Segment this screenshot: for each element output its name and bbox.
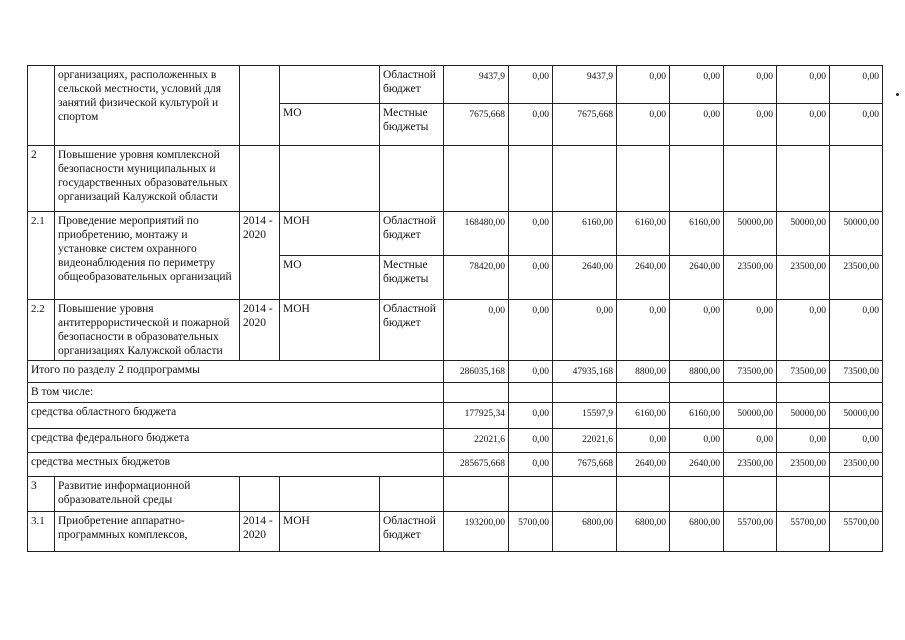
funding-source-cell: Областной бюджет	[380, 212, 444, 256]
amount-cell: 2640,00	[670, 453, 724, 477]
executor-cell: МО	[280, 256, 380, 300]
section-number-cell: 3	[28, 477, 55, 512]
executor-cell	[280, 66, 380, 104]
scan-dot	[896, 93, 899, 96]
empty-cell	[444, 383, 509, 403]
amount-cell: 0,00	[509, 300, 553, 361]
amount-cell: 0,00	[617, 429, 670, 453]
amount-cell: 6160,00	[553, 212, 617, 256]
amount-cell: 0,00	[670, 66, 724, 104]
total-row	[28, 361, 883, 383]
amount-cell: 0,00	[670, 300, 724, 361]
period-cell	[240, 66, 280, 146]
amount-cell: 0,00	[670, 104, 724, 146]
period-cell: 2014 - 2020	[240, 300, 280, 361]
amount-cell: 22021,6	[553, 429, 617, 453]
amount-cell: 6800,00	[553, 512, 617, 552]
amount-cell: 8800,00	[617, 361, 670, 383]
amount-cell: 0,00	[509, 429, 553, 453]
amount-cell: 6800,00	[670, 512, 724, 552]
empty-cell	[280, 146, 380, 212]
executor-cell: МО	[280, 104, 380, 146]
table-body	[28, 66, 883, 552]
amount-cell: 193200,00	[444, 512, 509, 552]
amount-cell: 0,00	[509, 256, 553, 300]
amount-cell: 0,00	[830, 66, 883, 104]
empty-cell	[509, 383, 553, 403]
row-number-cell: 3.1	[28, 512, 55, 552]
amount-cell: 0,00	[509, 66, 553, 104]
empty-cell	[444, 477, 509, 512]
empty-cell	[830, 146, 883, 212]
amount-cell: 9437,9	[444, 66, 509, 104]
amount-cell: 168480,00	[444, 212, 509, 256]
section-row	[28, 146, 883, 212]
amount-cell: 6800,00	[617, 512, 670, 552]
empty-cell	[380, 477, 444, 512]
empty-cell	[280, 477, 380, 512]
funding-source-cell: Областной бюджет	[380, 66, 444, 104]
empty-cell	[617, 383, 670, 403]
amount-cell: 50000,00	[777, 212, 830, 256]
empty-cell	[444, 146, 509, 212]
amount-cell: 286035,168	[444, 361, 509, 383]
total-label-cell: Итого по разделу 2 подпрограммы	[28, 361, 444, 383]
funding-source-cell: Местные бюджеты	[380, 104, 444, 146]
total-row	[28, 429, 883, 453]
empty-cell	[509, 146, 553, 212]
section-name-cell: Повышение уровня комплексной безопасности муниципальных и государственных образовательных организаций Калужской области	[55, 146, 240, 212]
total-row	[28, 453, 883, 477]
empty-cell	[670, 383, 724, 403]
amount-cell: 0,00	[830, 429, 883, 453]
amount-cell: 0,00	[617, 300, 670, 361]
amount-cell: 15597,9	[553, 403, 617, 429]
amount-cell: 0,00	[724, 300, 777, 361]
amount-cell: 0,00	[670, 429, 724, 453]
measure-row	[28, 300, 883, 361]
amount-cell: 0,00	[777, 300, 830, 361]
funding-source-cell: Областной бюджет	[380, 300, 444, 361]
amount-cell: 47935,168	[553, 361, 617, 383]
amount-cell: 55700,00	[777, 512, 830, 552]
total-label-cell: средства федерального бюджета	[28, 429, 444, 453]
executor-cell: МОН	[280, 512, 380, 552]
amount-cell: 23500,00	[724, 453, 777, 477]
amount-cell: 5700,00	[509, 512, 553, 552]
empty-cell	[553, 146, 617, 212]
total-label-cell: средства областного бюджета	[28, 403, 444, 429]
amount-cell: 0,00	[830, 300, 883, 361]
amount-cell: 55700,00	[830, 512, 883, 552]
amount-cell: 23500,00	[777, 256, 830, 300]
empty-cell	[617, 146, 670, 212]
amount-cell: 0,00	[724, 429, 777, 453]
measure-row	[28, 512, 883, 552]
empty-cell	[724, 477, 777, 512]
amount-cell: 7675,668	[444, 104, 509, 146]
amount-cell: 50000,00	[830, 403, 883, 429]
amount-cell: 50000,00	[724, 403, 777, 429]
amount-cell: 73500,00	[777, 361, 830, 383]
amount-cell: 0,00	[509, 361, 553, 383]
amount-cell: 0,00	[830, 104, 883, 146]
total-label-cell: средства местных бюджетов	[28, 453, 444, 477]
amount-cell: 22021,6	[444, 429, 509, 453]
measure-name-cell: Проведение мероприятий по приобретению, монтажу и установке систем охранного видеонаблюдения по периметру общеобразовательных организаций	[55, 212, 240, 300]
amount-cell: 0,00	[617, 104, 670, 146]
empty-cell	[617, 477, 670, 512]
measure-name-cell: Повышение уровня антитеррористической и пожарной безопасности в образовательных организациях Калужской области	[55, 300, 240, 361]
empty-cell	[240, 477, 280, 512]
amount-cell: 7675,668	[553, 104, 617, 146]
amount-cell: 2640,00	[670, 256, 724, 300]
amount-cell: 6160,00	[617, 403, 670, 429]
empty-cell	[830, 477, 883, 512]
amount-cell: 6160,00	[670, 212, 724, 256]
section-row	[28, 477, 883, 512]
amount-cell: 0,00	[724, 104, 777, 146]
amount-cell: 0,00	[553, 300, 617, 361]
empty-cell	[553, 383, 617, 403]
amount-cell: 0,00	[777, 66, 830, 104]
empty-cell	[670, 146, 724, 212]
amount-cell: 9437,9	[553, 66, 617, 104]
amount-cell: 0,00	[509, 212, 553, 256]
amount-cell: 2640,00	[617, 256, 670, 300]
empty-cell	[380, 146, 444, 212]
empty-cell	[509, 477, 553, 512]
section-name-cell: Развитие информационной образовательной среды	[55, 477, 240, 512]
empty-cell	[777, 146, 830, 212]
amount-cell: 0,00	[777, 104, 830, 146]
amount-cell: 2640,00	[617, 453, 670, 477]
amount-cell: 55700,00	[724, 512, 777, 552]
row-number-cell: 2.1	[28, 212, 55, 300]
row-number-cell	[28, 66, 55, 146]
measure-name-cell: Приобретение аппаратно-программных комплексов,	[55, 512, 240, 552]
amount-cell: 6160,00	[670, 403, 724, 429]
amount-cell: 23500,00	[724, 256, 777, 300]
amount-cell: 23500,00	[830, 453, 883, 477]
total-row	[28, 403, 883, 429]
amount-cell: 177925,34	[444, 403, 509, 429]
subheading-label-cell: В том числе:	[28, 383, 444, 403]
amount-cell: 23500,00	[830, 256, 883, 300]
amount-cell: 285675,668	[444, 453, 509, 477]
measure-name-cell: организациях, расположенных в сельской местности, условий для занятий физической культурой и спортом	[55, 66, 240, 146]
amount-cell: 0,00	[444, 300, 509, 361]
amount-cell: 50000,00	[830, 212, 883, 256]
executor-cell: МОН	[280, 212, 380, 256]
amount-cell: 2640,00	[553, 256, 617, 300]
empty-cell	[670, 477, 724, 512]
empty-cell	[777, 383, 830, 403]
continued-row	[28, 66, 883, 104]
amount-cell: 0,00	[509, 453, 553, 477]
empty-cell	[724, 383, 777, 403]
amount-cell: 73500,00	[724, 361, 777, 383]
executor-cell: МОН	[280, 300, 380, 361]
amount-cell: 7675,668	[553, 453, 617, 477]
budget-table	[27, 65, 883, 552]
amount-cell: 0,00	[509, 403, 553, 429]
amount-cell: 0,00	[724, 66, 777, 104]
amount-cell: 0,00	[617, 66, 670, 104]
empty-cell	[777, 477, 830, 512]
amount-cell: 8800,00	[670, 361, 724, 383]
funding-source-cell: Местные бюджеты	[380, 256, 444, 300]
period-cell: 2014 - 2020	[240, 512, 280, 552]
amount-cell: 0,00	[509, 104, 553, 146]
amount-cell: 78420,00	[444, 256, 509, 300]
amount-cell: 50000,00	[724, 212, 777, 256]
empty-cell	[830, 383, 883, 403]
amount-cell: 23500,00	[777, 453, 830, 477]
amount-cell: 6160,00	[617, 212, 670, 256]
amount-cell: 73500,00	[830, 361, 883, 383]
measure-row	[28, 212, 883, 256]
empty-cell	[724, 146, 777, 212]
subheading-row	[28, 383, 883, 403]
period-cell: 2014 - 2020	[240, 212, 280, 300]
empty-cell	[240, 146, 280, 212]
funding-source-cell: Областной бюджет	[380, 512, 444, 552]
amount-cell: 50000,00	[777, 403, 830, 429]
section-number-cell: 2	[28, 146, 55, 212]
empty-cell	[553, 477, 617, 512]
amount-cell: 0,00	[777, 429, 830, 453]
row-number-cell: 2.2	[28, 300, 55, 361]
